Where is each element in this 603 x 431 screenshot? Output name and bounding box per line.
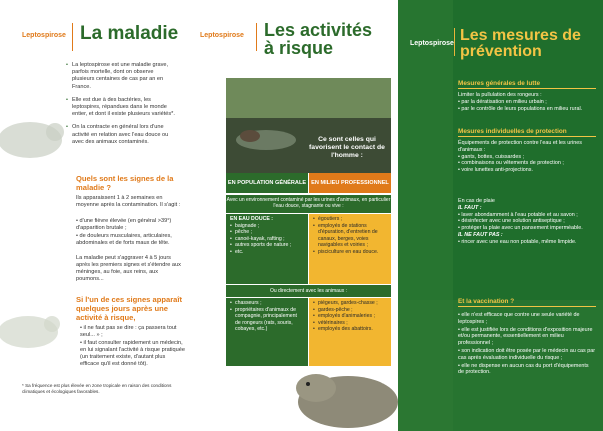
panel-header (0, 20, 198, 58)
list-item: • La leptospirose est une maladie grave, parfois mortelle, dont on observe plusieurs centaines de cas par an en France. (66, 62, 176, 91)
paragraph: • d'une fièvre élevée (en général >39°) d'apparition brutale ; (76, 218, 172, 232)
paragraph: IL NE FAUT PAS : (458, 231, 503, 238)
rat-illustration (286, 352, 398, 431)
list-item: • chasseurs ; (230, 300, 304, 307)
paragraph: • protéger la plaie avec un pansement imperméable. (458, 225, 583, 232)
paragraph: • par la dératisation en milieu urbain ; (458, 98, 547, 105)
rat-illustration (0, 300, 70, 360)
paragraph: • combinaisons ou vêtements de protection ; (458, 160, 564, 167)
section-content (458, 140, 596, 174)
list-item: • piégeurs, gardes-chasse ; (313, 300, 387, 307)
section-heading: Quels sont les signes de la maladie ? (76, 174, 174, 192)
brand-label: Leptospirose (22, 32, 66, 39)
paragraph: • désinfecter avec une solution antiseptique ; (458, 218, 565, 225)
page-title: Les mesures de prévention (460, 27, 581, 60)
paragraph: • voire lunettes anti-projections. (458, 167, 533, 174)
paragraph: • il faut consulter rapidement un médecin, en lui signalant l'activité à risque pratiquée (un traitement existe, d'autant plus efficace qu'il est donné tôt). (80, 340, 185, 368)
paragraph: Ils apparaissent 1 à 2 semaines en moyenne après la contamination. Il s'agit : (76, 195, 181, 209)
paragraph: • rincer avec une eau non potable, même limpide. (458, 238, 577, 245)
section-heading: Et la vaccination ? (458, 298, 596, 307)
list-item: • autres sports de nature ; (230, 242, 304, 249)
paragraph: Équipements de protection contre l'eau et les urines d'animaux : (458, 140, 582, 153)
list-item: • employés des abattoirs. (313, 326, 387, 333)
cell-heading: EN EAU DOUCE : (230, 216, 273, 222)
list-item: • vétérinaires ; (313, 320, 387, 327)
list-item: • Elle est due à des bactéries, les leptospires, répandues dans le monde entier, et dont il existe plusieurs variétés*. (66, 97, 176, 119)
paragraph: Limiter la pullulation des rongeurs : (458, 92, 542, 98)
divider (72, 23, 73, 51)
paragraph: • laver abondamment à l'eau potable et au savon ; (458, 211, 578, 218)
list-item: • pisciculture en eau douce. (313, 249, 387, 256)
page-title: Les activités à risque (264, 20, 373, 58)
table-cell (309, 214, 391, 284)
panel-prevention (398, 0, 603, 431)
column-header: EN MILIEU PROFESSIONNEL (309, 173, 391, 193)
divider (256, 23, 257, 51)
paragraph: La maladie peut s'aggraver 4 à 5 jours après les premiers signes et s'étendre aux méninges, au foie, aux reins, aux poumons... (76, 255, 181, 283)
section-heading: Mesures générales de lutte (458, 80, 596, 89)
table-cell (226, 214, 308, 284)
panel-activites-risque (198, 0, 398, 431)
paragraph: • par le contrôle de leurs populations en milieu rural. (458, 105, 583, 112)
section-content (458, 198, 596, 246)
paragraph: • elle est justifiée lors de conditions d'exposition majeure et/ou permanente, essentiellement en milieu professionnel ; (458, 326, 593, 347)
rat-illustration (0, 100, 70, 180)
list-item: • On la contracte en général lors d'une activité en relation avec l'eau douce ou avec des animaux contaminés. (66, 124, 176, 146)
column-header: EN POPULATION GÉNÉRALE (226, 173, 308, 193)
divider (454, 28, 455, 56)
section-heading: Si l'un de ces signes apparaît quelques jours après une activité à risque, (76, 295, 183, 322)
paragraph: • elle ne dispense en aucun cas du port d'équipements de protection. (458, 362, 589, 376)
row-header: Avec un environnement contaminé par les urines d'animaux, en particulier l'eau douce, stagnante ou vive : (226, 195, 391, 213)
paragraph: • gants, bottes, cuissardes ; (458, 153, 525, 160)
list-item: • propriétaires d'animaux de compagnie, principalement de rongeurs (rats, souris, cobayes, etc.) (230, 307, 304, 333)
section-content (458, 312, 596, 376)
panel-la-maladie (0, 0, 198, 431)
paragraph: • de douleurs musculaires, articulaires, abdominales et de forts maux de tête. (76, 233, 172, 247)
list-item: • baignade ; (230, 223, 304, 230)
list-item: • pêche ; (230, 229, 304, 236)
list-item: • gardes-pêche ; (313, 307, 387, 314)
panel-header (398, 20, 603, 58)
list-item: • égoutiers ; (313, 216, 387, 223)
page-title: La maladie (80, 23, 179, 44)
paragraph: En cas de plaie (458, 198, 495, 204)
section-heading: Mesures individuelles de protection (458, 128, 596, 137)
list-item: • etc. (230, 249, 304, 256)
panel-header (198, 20, 398, 58)
photo-caption: Ce sont celles qui favorisent le contact de l'homme : (309, 136, 385, 159)
intro-list (66, 62, 176, 152)
section-content (458, 92, 596, 112)
brand-label: Leptospirose (200, 32, 244, 39)
list-item: • employés de stations d'épuration, d'entretien de canaux, berges, voies navigables et voiries ; (313, 223, 387, 249)
paragraph: • il ne faut pas se dire : ça passera tout seul... » ; (80, 325, 177, 339)
list-item: • canoë-kayak, rafting ; (230, 236, 304, 243)
paragraph: • son indication doit être posée par le médecin au cas par cas après évaluation individuelle du risque ; (458, 347, 596, 361)
list-item: • employés d'animaleries ; (313, 313, 387, 320)
paragraph: IL FAUT : (458, 204, 482, 211)
footnote: * Sa fréquence est plus élevée en zone tropicale en raison des conditions climatiques et écologiques favorables. (22, 383, 172, 394)
row-header: Ou directement avec les animaux : (226, 285, 391, 297)
brand-label: Leptospirose (410, 40, 454, 47)
paragraph: • elle n'est efficace que contre une seule variété de leptospires ; (458, 312, 580, 325)
